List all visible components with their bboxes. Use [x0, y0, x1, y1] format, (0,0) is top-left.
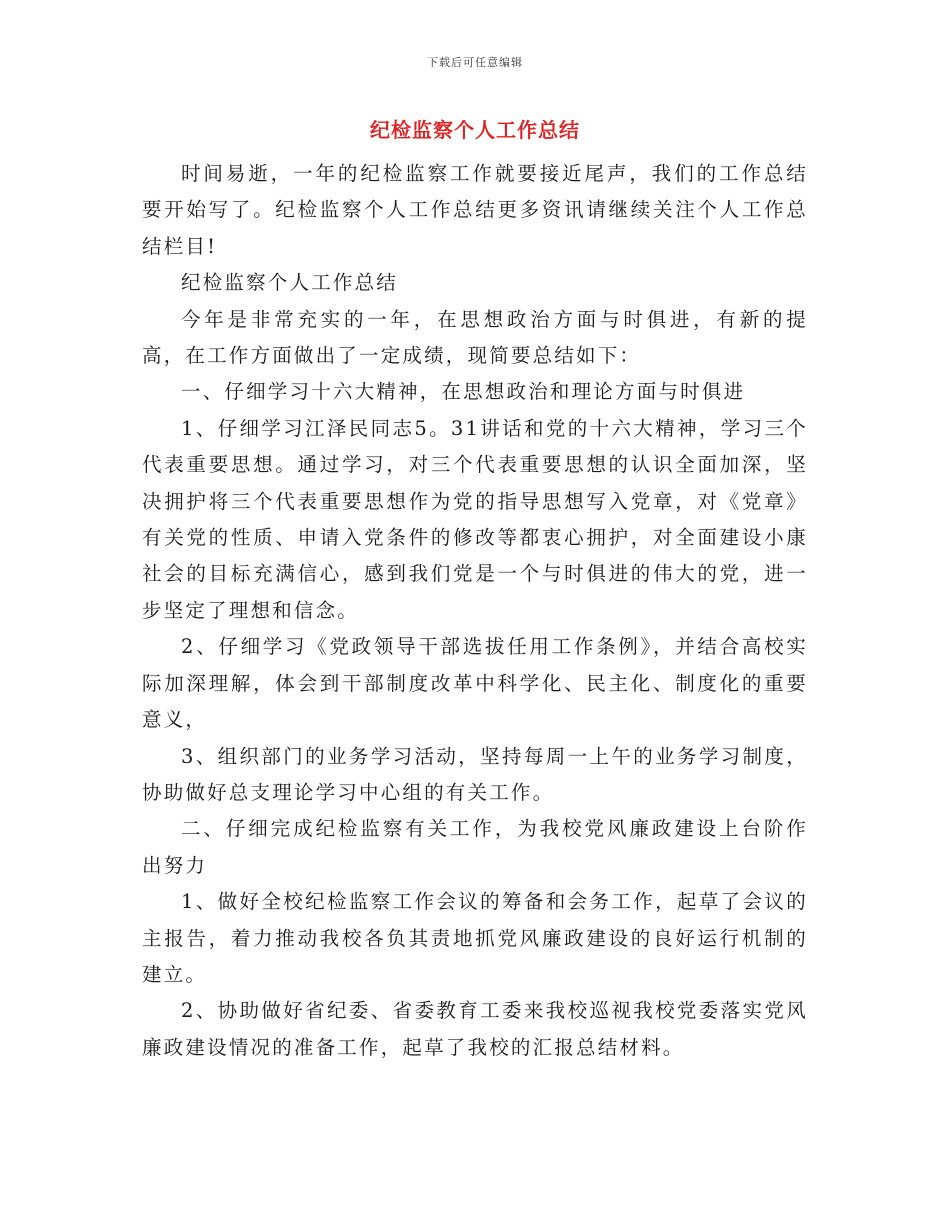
intro-paragraph: 时间易逝，一年的纪检监察工作就要接近尾声，我们的工作总结要开始写了。纪检监察个人工作总结更多资讯请继续关注个人工作总结栏目!	[142, 162, 808, 258]
page-header-note: 下载后可任意编辑	[427, 56, 523, 69]
summary-paragraph: 今年是非常充实的一年，在思想政治方面与时俱进，有新的提高，在工作方面做出了一定成绩，现简要总结如下：	[142, 307, 808, 368]
document-title: 纪检监察个人工作总结	[370, 118, 580, 142]
section-2-item-2: 2、协助做好省纪委、省委教育工委来我校巡视我校党委落实党风廉政建设情况的准备工作，起草了我校的汇报总结材料。	[142, 999, 808, 1059]
section-2-item-1: 1、做好全校纪检监察工作会议的筹备和会务工作，起草了会议的主报告，着力推动我校各负其责地抓党风廉政建设的良好运行机制的建立。	[142, 890, 808, 986]
section-heading-1: 一、仔细学习十六大精神，在思想政治和理论方面与时俱进	[181, 380, 746, 404]
section-heading-2: 二、仔细完成纪检监察有关工作，为我校党风廉政建设上台阶作出努力	[142, 817, 808, 877]
section-1-item-3: 3、组织部门的业务学习活动，坚持每周一上午的业务学习制度，协助做好总支理论学习中心组的有关工作。	[142, 744, 808, 804]
section-1-item-2: 2、仔细学习《党政领导干部选拔任用工作条例》，并结合高校实际加深理解，体会到干部制度改革中科学化、民主化、制度化的重要意义，	[142, 635, 808, 732]
document-body	[142, 156, 808, 1066]
subtitle-paragraph: 纪检监察个人工作总结	[181, 271, 399, 295]
section-1-item-1: 1、仔细学习江泽民同志5。31讲话和党的十六大精神，学习三个代表重要思想。通过学习，对三个代表重要思想的认识全面加深，坚决拥护将三个代表重要思想作为党的指导思想写入党章，对《党章》有关党的性质、申请入党条件的修改等都衷心拥护，对全面建设小康社会的目标充满信心，感到我们党是一个与时俱进的伟大的党，进一步坚定了理想和信念。	[142, 416, 808, 622]
